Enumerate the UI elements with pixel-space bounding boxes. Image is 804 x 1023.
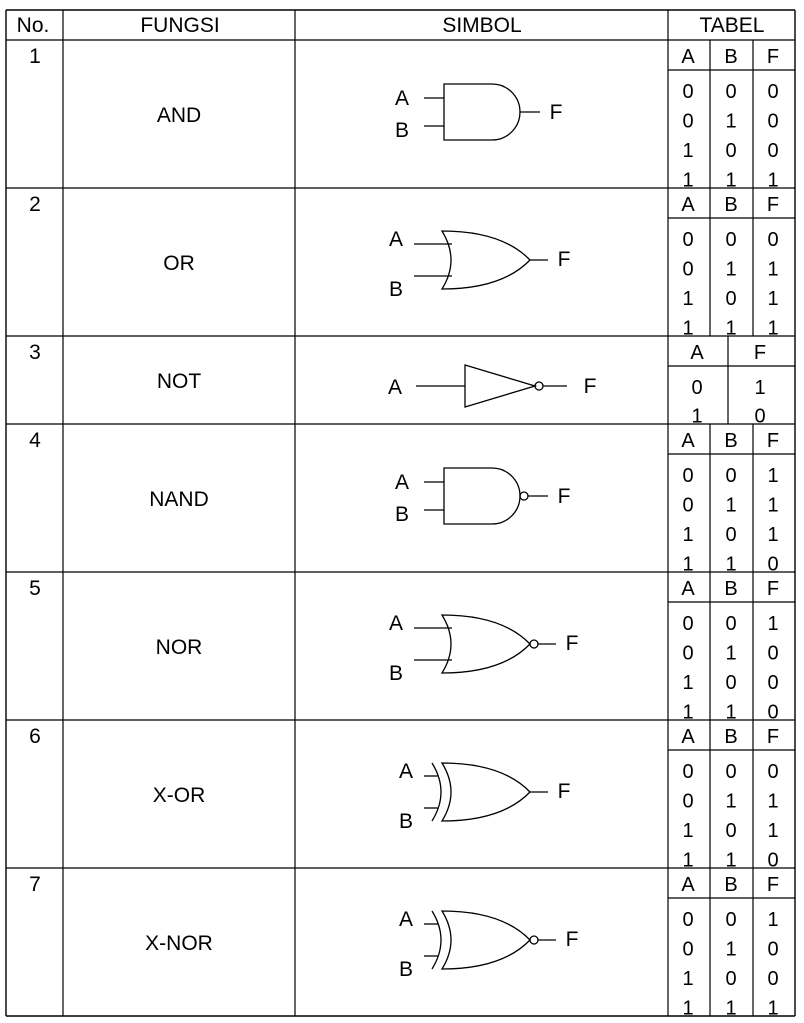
truth-table-cell: 1 xyxy=(725,110,737,133)
header-simbol: SIMBOL xyxy=(442,14,522,37)
truth-table-cell: 0 xyxy=(682,761,694,783)
truth-table-cell: 0 xyxy=(682,110,694,133)
truth-table-cell: 0 xyxy=(725,909,737,931)
truth-table-cell: 1 xyxy=(767,997,779,1020)
truth-table-cell: 0 xyxy=(767,849,779,872)
function-name: NOT xyxy=(156,370,202,393)
truth-table-cell: 0 xyxy=(767,81,779,103)
gate-label-a: A xyxy=(394,87,410,110)
truth-table-cell: 1 xyxy=(725,790,737,813)
truth-table-cell: 1 xyxy=(682,288,694,310)
truth-table-cell: 0 xyxy=(682,790,694,813)
truth-table-cell: 0 xyxy=(767,229,779,251)
truth-table-cell: 0 xyxy=(725,229,737,251)
truth-table-header-a: A xyxy=(690,342,704,364)
nor-gate-body xyxy=(442,615,530,673)
truth-table-cell: 0 xyxy=(725,613,737,635)
gate-label-b: B xyxy=(398,810,414,833)
truth-table-cell: 0 xyxy=(725,465,737,487)
truth-table-cell: 0 xyxy=(691,377,703,399)
gate-label-a: A xyxy=(388,612,404,635)
truth-table-cell: 1 xyxy=(682,820,694,842)
gate-label-a: A xyxy=(398,760,414,783)
function-name: X-NOR xyxy=(145,932,213,955)
truth-table-cell: 0 xyxy=(754,405,766,428)
gate-label-a: A xyxy=(388,228,404,251)
not-gate-symbol xyxy=(388,365,596,407)
truth-table-cell: 0 xyxy=(767,140,779,162)
gate-label-a: A xyxy=(387,376,403,399)
truth-table-header-b: B xyxy=(724,430,738,452)
truth-table-cell: 0 xyxy=(767,553,779,576)
truth-table-cell: 1 xyxy=(682,672,694,694)
truth-table-cell: 1 xyxy=(767,288,779,310)
nand-gate-symbol xyxy=(395,468,570,526)
function-name: NAND xyxy=(149,488,209,511)
truth-table-header-f: F xyxy=(766,194,780,216)
function-name: OR xyxy=(163,252,195,275)
truth-table-header-a: A xyxy=(681,46,695,68)
truth-table-header-a: A xyxy=(681,726,695,748)
truth-table-cell: 1 xyxy=(682,524,694,546)
row-number: 7 xyxy=(29,873,41,896)
xor-gate-symbol xyxy=(399,760,570,833)
function-name: X-OR xyxy=(152,784,206,807)
truth-table-cell: 1 xyxy=(725,849,737,872)
row-number: 4 xyxy=(29,429,41,452)
truth-table-cell: 1 xyxy=(767,820,779,842)
header-tabel: TABEL xyxy=(699,14,765,37)
truth-table-cell: 0 xyxy=(682,613,694,635)
and-gate-body xyxy=(444,84,520,140)
gate-label-f: F xyxy=(565,632,579,655)
truth-table-cell: 1 xyxy=(691,405,703,428)
truth-table xyxy=(668,336,795,428)
gate-label-b: B xyxy=(394,119,410,142)
or-gate-symbol xyxy=(389,228,570,301)
truth-table-cell: 0 xyxy=(682,909,694,931)
nor-gate-symbol xyxy=(389,612,578,685)
truth-table-cell: 0 xyxy=(682,465,694,487)
xnor-gate-symbol xyxy=(399,908,578,981)
truth-table-cell: 1 xyxy=(682,553,694,576)
truth-table-cell: 0 xyxy=(767,672,779,694)
gate-label-f: F xyxy=(557,248,571,271)
truth-table-cell: 1 xyxy=(767,258,779,281)
inversion-bubble xyxy=(530,936,538,944)
truth-table-cell: 1 xyxy=(767,524,779,546)
truth-table-cell: 1 xyxy=(682,701,694,724)
gate-label-a: A xyxy=(398,908,414,931)
truth-table-header-b: B xyxy=(724,726,738,748)
truth-table-cell: 0 xyxy=(725,672,737,694)
truth-table-header-f: F xyxy=(766,874,780,896)
truth-table-cell: 1 xyxy=(725,997,737,1020)
gate-label-a: A xyxy=(394,471,410,494)
inversion-bubble xyxy=(520,492,528,500)
truth-table-cell: 1 xyxy=(682,140,694,162)
table-row xyxy=(29,40,795,192)
truth-table xyxy=(668,720,795,872)
truth-table-header-f: F xyxy=(766,578,780,600)
truth-table-cell: 1 xyxy=(725,258,737,281)
gate-label-f: F xyxy=(557,780,571,803)
truth-table xyxy=(668,40,795,192)
truth-table-cell: 0 xyxy=(725,968,737,990)
truth-table-cell: 1 xyxy=(682,169,694,192)
gate-label-b: B xyxy=(394,503,410,526)
truth-table-cell: 1 xyxy=(682,997,694,1020)
truth-table-cell: 1 xyxy=(725,494,737,517)
or-gate-body xyxy=(442,231,530,289)
truth-table-cell: 1 xyxy=(725,317,737,340)
table-row xyxy=(29,424,795,576)
truth-table-header-a: A xyxy=(681,194,695,216)
gate-label-f: F xyxy=(565,928,579,951)
gate-label-b: B xyxy=(388,662,404,685)
truth-table-cell: 1 xyxy=(725,701,737,724)
truth-table-cell: 0 xyxy=(725,288,737,310)
truth-table xyxy=(668,188,795,340)
and-gate-symbol xyxy=(395,84,562,142)
row-number: 3 xyxy=(29,341,41,364)
truth-table-header-f: F xyxy=(766,726,780,748)
truth-table-header-a: A xyxy=(681,874,695,896)
xor-gate-body xyxy=(442,763,530,821)
truth-table-cell: 1 xyxy=(767,790,779,813)
inversion-bubble xyxy=(530,640,538,648)
gate-label-f: F xyxy=(557,485,571,508)
function-name: AND xyxy=(156,104,202,127)
truth-table-header-b: B xyxy=(724,46,738,68)
row-number: 1 xyxy=(29,45,41,68)
truth-table-cell: 1 xyxy=(767,465,779,487)
truth-table-cell: 0 xyxy=(682,642,694,665)
truth-table xyxy=(668,868,795,1020)
row-number: 5 xyxy=(29,577,41,600)
row-number: 6 xyxy=(29,725,41,748)
truth-table-cell: 0 xyxy=(682,494,694,517)
truth-table-cell: 0 xyxy=(767,968,779,990)
truth-table-cell: 1 xyxy=(754,377,766,399)
truth-table-cell: 0 xyxy=(767,110,779,133)
truth-table-cell: 1 xyxy=(767,317,779,340)
gate-label-f: F xyxy=(583,375,597,398)
truth-table-cell: 0 xyxy=(767,761,779,783)
truth-table-cell: 0 xyxy=(682,938,694,961)
truth-table-cell: 1 xyxy=(682,849,694,872)
truth-table-cell: 1 xyxy=(767,494,779,517)
table-body xyxy=(29,40,795,1020)
truth-table-cell: 1 xyxy=(725,169,737,192)
truth-table-header-f: F xyxy=(766,46,780,68)
truth-table-header-a: A xyxy=(681,578,695,600)
truth-table xyxy=(668,572,795,724)
table-row xyxy=(29,336,795,428)
table-header xyxy=(17,14,765,37)
gate-label-b: B xyxy=(388,278,404,301)
xor-input-arc xyxy=(432,763,441,821)
truth-table-cell: 0 xyxy=(767,701,779,724)
xnor-gate-body xyxy=(442,911,530,969)
row-number: 2 xyxy=(29,193,41,216)
truth-table-cell: 0 xyxy=(725,140,737,162)
truth-table-cell: 0 xyxy=(682,81,694,103)
truth-table-cell: 0 xyxy=(725,81,737,103)
truth-table-cell: 0 xyxy=(767,642,779,665)
truth-table-header-f: F xyxy=(753,342,767,364)
truth-table-header-b: B xyxy=(724,578,738,600)
truth-table-cell: 0 xyxy=(725,820,737,842)
truth-table-cell: 0 xyxy=(682,258,694,281)
table-row xyxy=(29,868,795,1020)
header-fungsi: FUNGSI xyxy=(140,14,220,37)
truth-table-cell: 1 xyxy=(725,642,737,665)
truth-table-cell: 0 xyxy=(725,761,737,783)
truth-table-cell: 1 xyxy=(682,968,694,990)
truth-table-cell: 1 xyxy=(725,938,737,961)
truth-table-cell: 1 xyxy=(682,317,694,340)
function-name: NOR xyxy=(155,636,203,659)
truth-table-header-a: A xyxy=(681,430,695,452)
truth-table-cell: 1 xyxy=(767,169,779,192)
truth-table-cell: 1 xyxy=(767,909,779,931)
xor-input-arc xyxy=(432,911,441,969)
truth-table-header-f: F xyxy=(766,430,780,452)
truth-table-header-b: B xyxy=(724,194,738,216)
table-row xyxy=(29,720,795,872)
truth-table-cell: 0 xyxy=(725,524,737,546)
table-row xyxy=(29,572,795,724)
header-no: No. xyxy=(16,14,50,37)
gate-label-f: F xyxy=(549,101,563,124)
truth-table-header-b: B xyxy=(724,874,738,896)
nand-gate-body xyxy=(444,468,520,524)
truth-table-cell: 1 xyxy=(767,613,779,635)
truth-table-cell: 1 xyxy=(725,553,737,576)
truth-table-cell: 0 xyxy=(767,938,779,961)
truth-table xyxy=(668,424,795,576)
not-gate-body xyxy=(465,365,535,407)
gate-label-b: B xyxy=(398,958,414,981)
table-row xyxy=(29,188,795,340)
truth-table-cell: 0 xyxy=(682,229,694,251)
